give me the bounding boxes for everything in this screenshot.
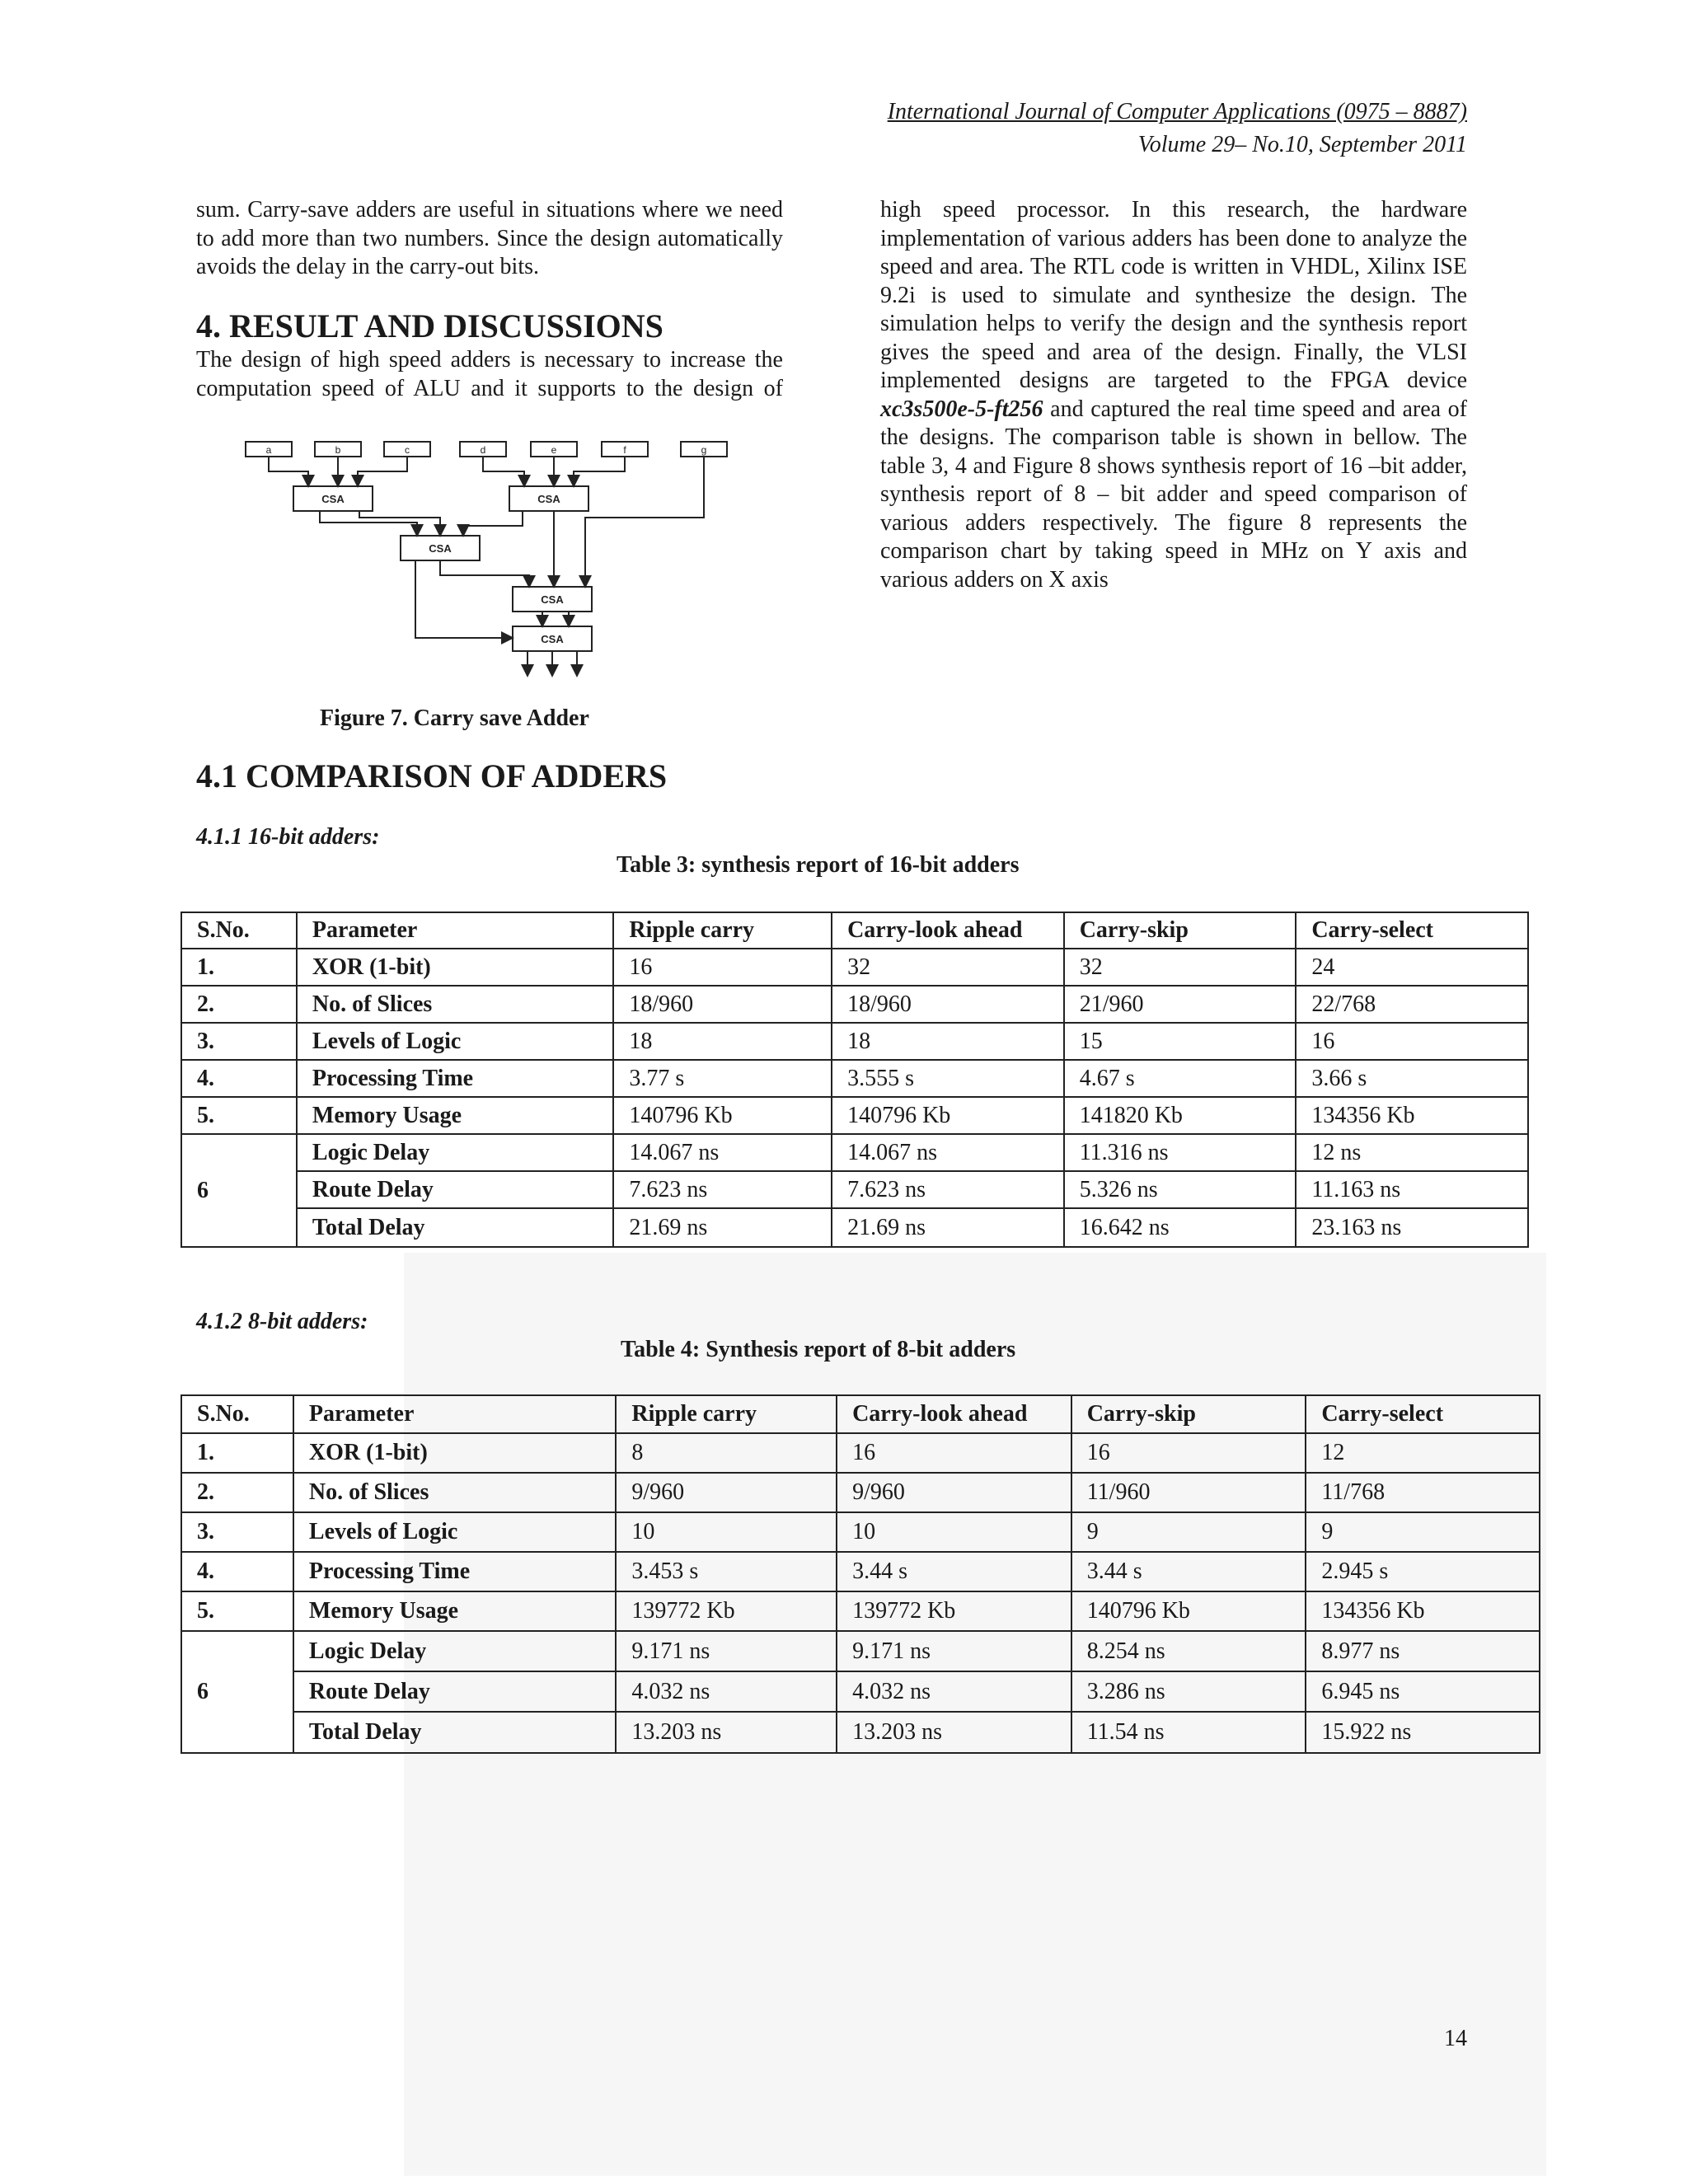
header-cell: Parameter — [293, 1395, 617, 1433]
cell: 9 — [1306, 1512, 1540, 1552]
table-header-row — [181, 1395, 1540, 1433]
cell: 3.44 s — [837, 1552, 1071, 1591]
input-label-b: b — [335, 444, 341, 456]
cell: 139772 Kb — [837, 1591, 1071, 1631]
cell: 3.44 s — [1071, 1552, 1306, 1591]
cell: 10 — [837, 1512, 1071, 1552]
figure7-caption: Figure 7. Carry save Adder — [320, 705, 589, 731]
csa-label: CSA — [537, 493, 560, 505]
csa-label: CSA — [429, 542, 452, 555]
csa-label: CSA — [321, 493, 345, 505]
cell: 3.555 s — [832, 1060, 1064, 1097]
table-row — [181, 1060, 1528, 1097]
cell: No. of Slices — [297, 986, 614, 1023]
cell: 8.254 ns — [1071, 1631, 1306, 1671]
cell: 15.922 ns — [1306, 1712, 1540, 1753]
cell: 141820 Kb — [1064, 1097, 1296, 1134]
cell: 14.067 ns — [613, 1134, 832, 1171]
cell: 5. — [181, 1591, 293, 1631]
cell: Processing Time — [293, 1552, 617, 1591]
header-cell: Carry-select — [1306, 1395, 1540, 1433]
cell: 3.66 s — [1296, 1060, 1528, 1097]
header-cell: Carry-skip — [1071, 1395, 1306, 1433]
cell: 8.977 ns — [1306, 1631, 1540, 1671]
header-cell: Carry-look ahead — [832, 912, 1064, 949]
table-header-row — [181, 912, 1528, 949]
cell: 23.163 ns — [1296, 1208, 1528, 1247]
cell: 3. — [181, 1023, 297, 1060]
cell: 11/960 — [1071, 1473, 1306, 1512]
header-cell: Ripple carry — [613, 912, 832, 949]
table-row — [181, 1433, 1540, 1473]
cell: 9.171 ns — [837, 1631, 1071, 1671]
cell: 4.032 ns — [837, 1671, 1071, 1712]
cell: 5.326 ns — [1064, 1171, 1296, 1208]
input-label-c: c — [405, 444, 410, 456]
cell: 1. — [181, 949, 297, 986]
cell: 14.067 ns — [832, 1134, 1064, 1171]
cell: 11.163 ns — [1296, 1171, 1528, 1208]
input-label-g: g — [701, 444, 707, 456]
cell: 6.945 ns — [1306, 1671, 1540, 1712]
header-cell: Ripple carry — [616, 1395, 837, 1433]
cell: 3.453 s — [616, 1552, 837, 1591]
input-label-e: e — [551, 444, 557, 456]
cell: 3. — [181, 1512, 293, 1552]
volume-info: Volume 29– No.10, September 2011 — [1137, 132, 1467, 157]
cell: 140796 Kb — [1071, 1591, 1306, 1631]
cell: 4. — [181, 1060, 297, 1097]
cell: 16 — [837, 1433, 1071, 1473]
table-row — [181, 1671, 1540, 1712]
cell: 3.77 s — [613, 1060, 832, 1097]
cell: Memory Usage — [297, 1097, 614, 1134]
intro-paragraph: sum. Carry-save adders are useful in situations where we need to add more than two numbers. Since the design automatically avoids the delay in the carry-out bits. — [196, 197, 783, 279]
cell: Route Delay — [297, 1171, 614, 1208]
cell: 11.316 ns — [1064, 1134, 1296, 1171]
cell: Levels of Logic — [293, 1512, 617, 1552]
cell: 12 — [1306, 1433, 1540, 1473]
table-row — [181, 1134, 1528, 1171]
cell: Total Delay — [297, 1208, 614, 1247]
cell: 32 — [832, 949, 1064, 986]
cell: 22/768 — [1296, 986, 1528, 1023]
cell: 6 — [181, 1134, 297, 1247]
header-cell: Carry-skip — [1064, 912, 1296, 949]
cell: 13.203 ns — [616, 1712, 837, 1753]
input-label-a: a — [265, 444, 272, 456]
header-cell: S.No. — [181, 1395, 293, 1433]
subsection-8bit: 4.1.2 8-bit adders: — [196, 1309, 368, 1334]
cell: 18/960 — [613, 986, 832, 1023]
table-row — [181, 949, 1528, 986]
cell: No. of Slices — [293, 1473, 617, 1512]
cell: 11/768 — [1306, 1473, 1540, 1512]
cell: 6 — [181, 1631, 293, 1753]
cell: Processing Time — [297, 1060, 614, 1097]
cell: 4. — [181, 1552, 293, 1591]
table-row — [181, 1097, 1528, 1134]
cell: 21.69 ns — [832, 1208, 1064, 1247]
cell: 134356 Kb — [1306, 1591, 1540, 1631]
cell: 10 — [616, 1512, 837, 1552]
cell: 18 — [613, 1023, 832, 1060]
table3-synthesis-16bit — [181, 912, 1529, 1248]
cell: 5. — [181, 1097, 297, 1134]
cell: 9/960 — [616, 1473, 837, 1512]
cell: Levels of Logic — [297, 1023, 614, 1060]
journal-title: International Journal of Computer Applications (0975 – 8887) — [887, 99, 1467, 124]
running-header — [888, 96, 1467, 162]
header-cell: S.No. — [181, 912, 297, 949]
cell: 140796 Kb — [613, 1097, 832, 1134]
cell: 18/960 — [832, 986, 1064, 1023]
cell: 139772 Kb — [616, 1591, 837, 1631]
cell: 2. — [181, 1473, 293, 1512]
cell: 13.203 ns — [837, 1712, 1071, 1753]
cell: 16 — [1071, 1433, 1306, 1473]
cell: 16 — [1296, 1023, 1528, 1060]
table-row — [181, 1473, 1540, 1512]
cell: Logic Delay — [297, 1134, 614, 1171]
table4-synthesis-8bit — [181, 1394, 1540, 1754]
input-label-d: d — [480, 444, 486, 456]
carry-save-adder-figure — [239, 435, 750, 692]
header-cell: Carry-select — [1296, 912, 1528, 949]
cell: 1. — [181, 1433, 293, 1473]
header-cell: Carry-look ahead — [837, 1395, 1071, 1433]
cell: 18 — [832, 1023, 1064, 1060]
cell: 4.67 s — [1064, 1060, 1296, 1097]
cell: 4.032 ns — [616, 1671, 837, 1712]
table-row — [181, 1512, 1540, 1552]
cell: XOR (1-bit) — [297, 949, 614, 986]
cell: 2.945 s — [1306, 1552, 1540, 1591]
header-cell: Parameter — [297, 912, 614, 949]
table4-caption: Table 4: Synthesis report of 8-bit adders — [621, 1337, 1016, 1362]
csa-label: CSA — [541, 593, 564, 606]
table-row — [181, 1023, 1528, 1060]
cell: 16.642 ns — [1064, 1208, 1296, 1247]
subsection-16bit: 4.1.1 16-bit adders: — [196, 824, 380, 850]
table-row — [181, 1712, 1540, 1753]
table-row — [181, 1552, 1540, 1591]
section-title-comparison: 4.1 COMPARISON OF ADDERS — [196, 757, 668, 794]
csa-label: CSA — [541, 633, 564, 645]
cell: 134356 Kb — [1296, 1097, 1528, 1134]
cell: Logic Delay — [293, 1631, 617, 1671]
cell: 2. — [181, 986, 297, 1023]
cell: 21.69 ns — [613, 1208, 832, 1247]
cell: 8 — [616, 1433, 837, 1473]
cell: 15 — [1064, 1023, 1296, 1060]
cell: 24 — [1296, 949, 1528, 986]
cell: Total Delay — [293, 1712, 617, 1753]
results-paragraph: The design of high speed adders is necessary to increase the computation speed of ALU and it supports to the design of — [196, 347, 783, 401]
table3-caption: Table 3: synthesis report of 16-bit adders — [617, 852, 1020, 878]
table-row — [181, 1208, 1528, 1247]
cell: XOR (1-bit) — [293, 1433, 617, 1473]
cell: 9.171 ns — [616, 1631, 837, 1671]
table-row — [181, 986, 1528, 1023]
cell: Memory Usage — [293, 1591, 617, 1631]
cell: 16 — [613, 949, 832, 986]
cell: Route Delay — [293, 1671, 617, 1712]
cell: 3.286 ns — [1071, 1671, 1306, 1712]
cell: 140796 Kb — [832, 1097, 1064, 1134]
cell: 11.54 ns — [1071, 1712, 1306, 1753]
analysis-paragraph — [880, 196, 1467, 594]
cell: 12 ns — [1296, 1134, 1528, 1171]
analysis-text-end: and captured the real time speed and area of the designs. The comparison table is shown in bellow. The table 3, 4 and Figure 8 shows synthesis report of 16 –bit adder, synthesis report of 8 – bit adder and speed comparison of various adders respectively. The figure 8 represents the comparison chart by taking speed in MHz on Y axis and various adders on X axis — [880, 396, 1467, 593]
cell: 32 — [1064, 949, 1296, 986]
table-row — [181, 1591, 1540, 1631]
input-label-f: f — [623, 444, 626, 456]
cell: 7.623 ns — [613, 1171, 832, 1208]
cell: 7.623 ns — [832, 1171, 1064, 1208]
cell: 9 — [1071, 1512, 1306, 1552]
cell: 9/960 — [837, 1473, 1071, 1512]
page-number: 14 — [1444, 2026, 1467, 2051]
table-row — [181, 1171, 1528, 1208]
analysis-text-start: high speed processor. In this research, the hardware implementation of various adders has been done to analyze the speed and area. The RTL code is written in VHDL, Xilinx ISE 9.2i is used to simulate and synthesize the design. The simulation helps to verify the design and the synthesis report gives the speed and area of the design. Finally, the VLSI implemented designs are targeted to the FPGA device — [880, 197, 1467, 393]
table-row — [181, 1631, 1540, 1671]
cell: 21/960 — [1064, 986, 1296, 1023]
fpga-device: xc3s500e-5-ft256 — [880, 396, 1043, 422]
section-title-results: 4. RESULT AND DISCUSSIONS — [196, 307, 663, 344]
